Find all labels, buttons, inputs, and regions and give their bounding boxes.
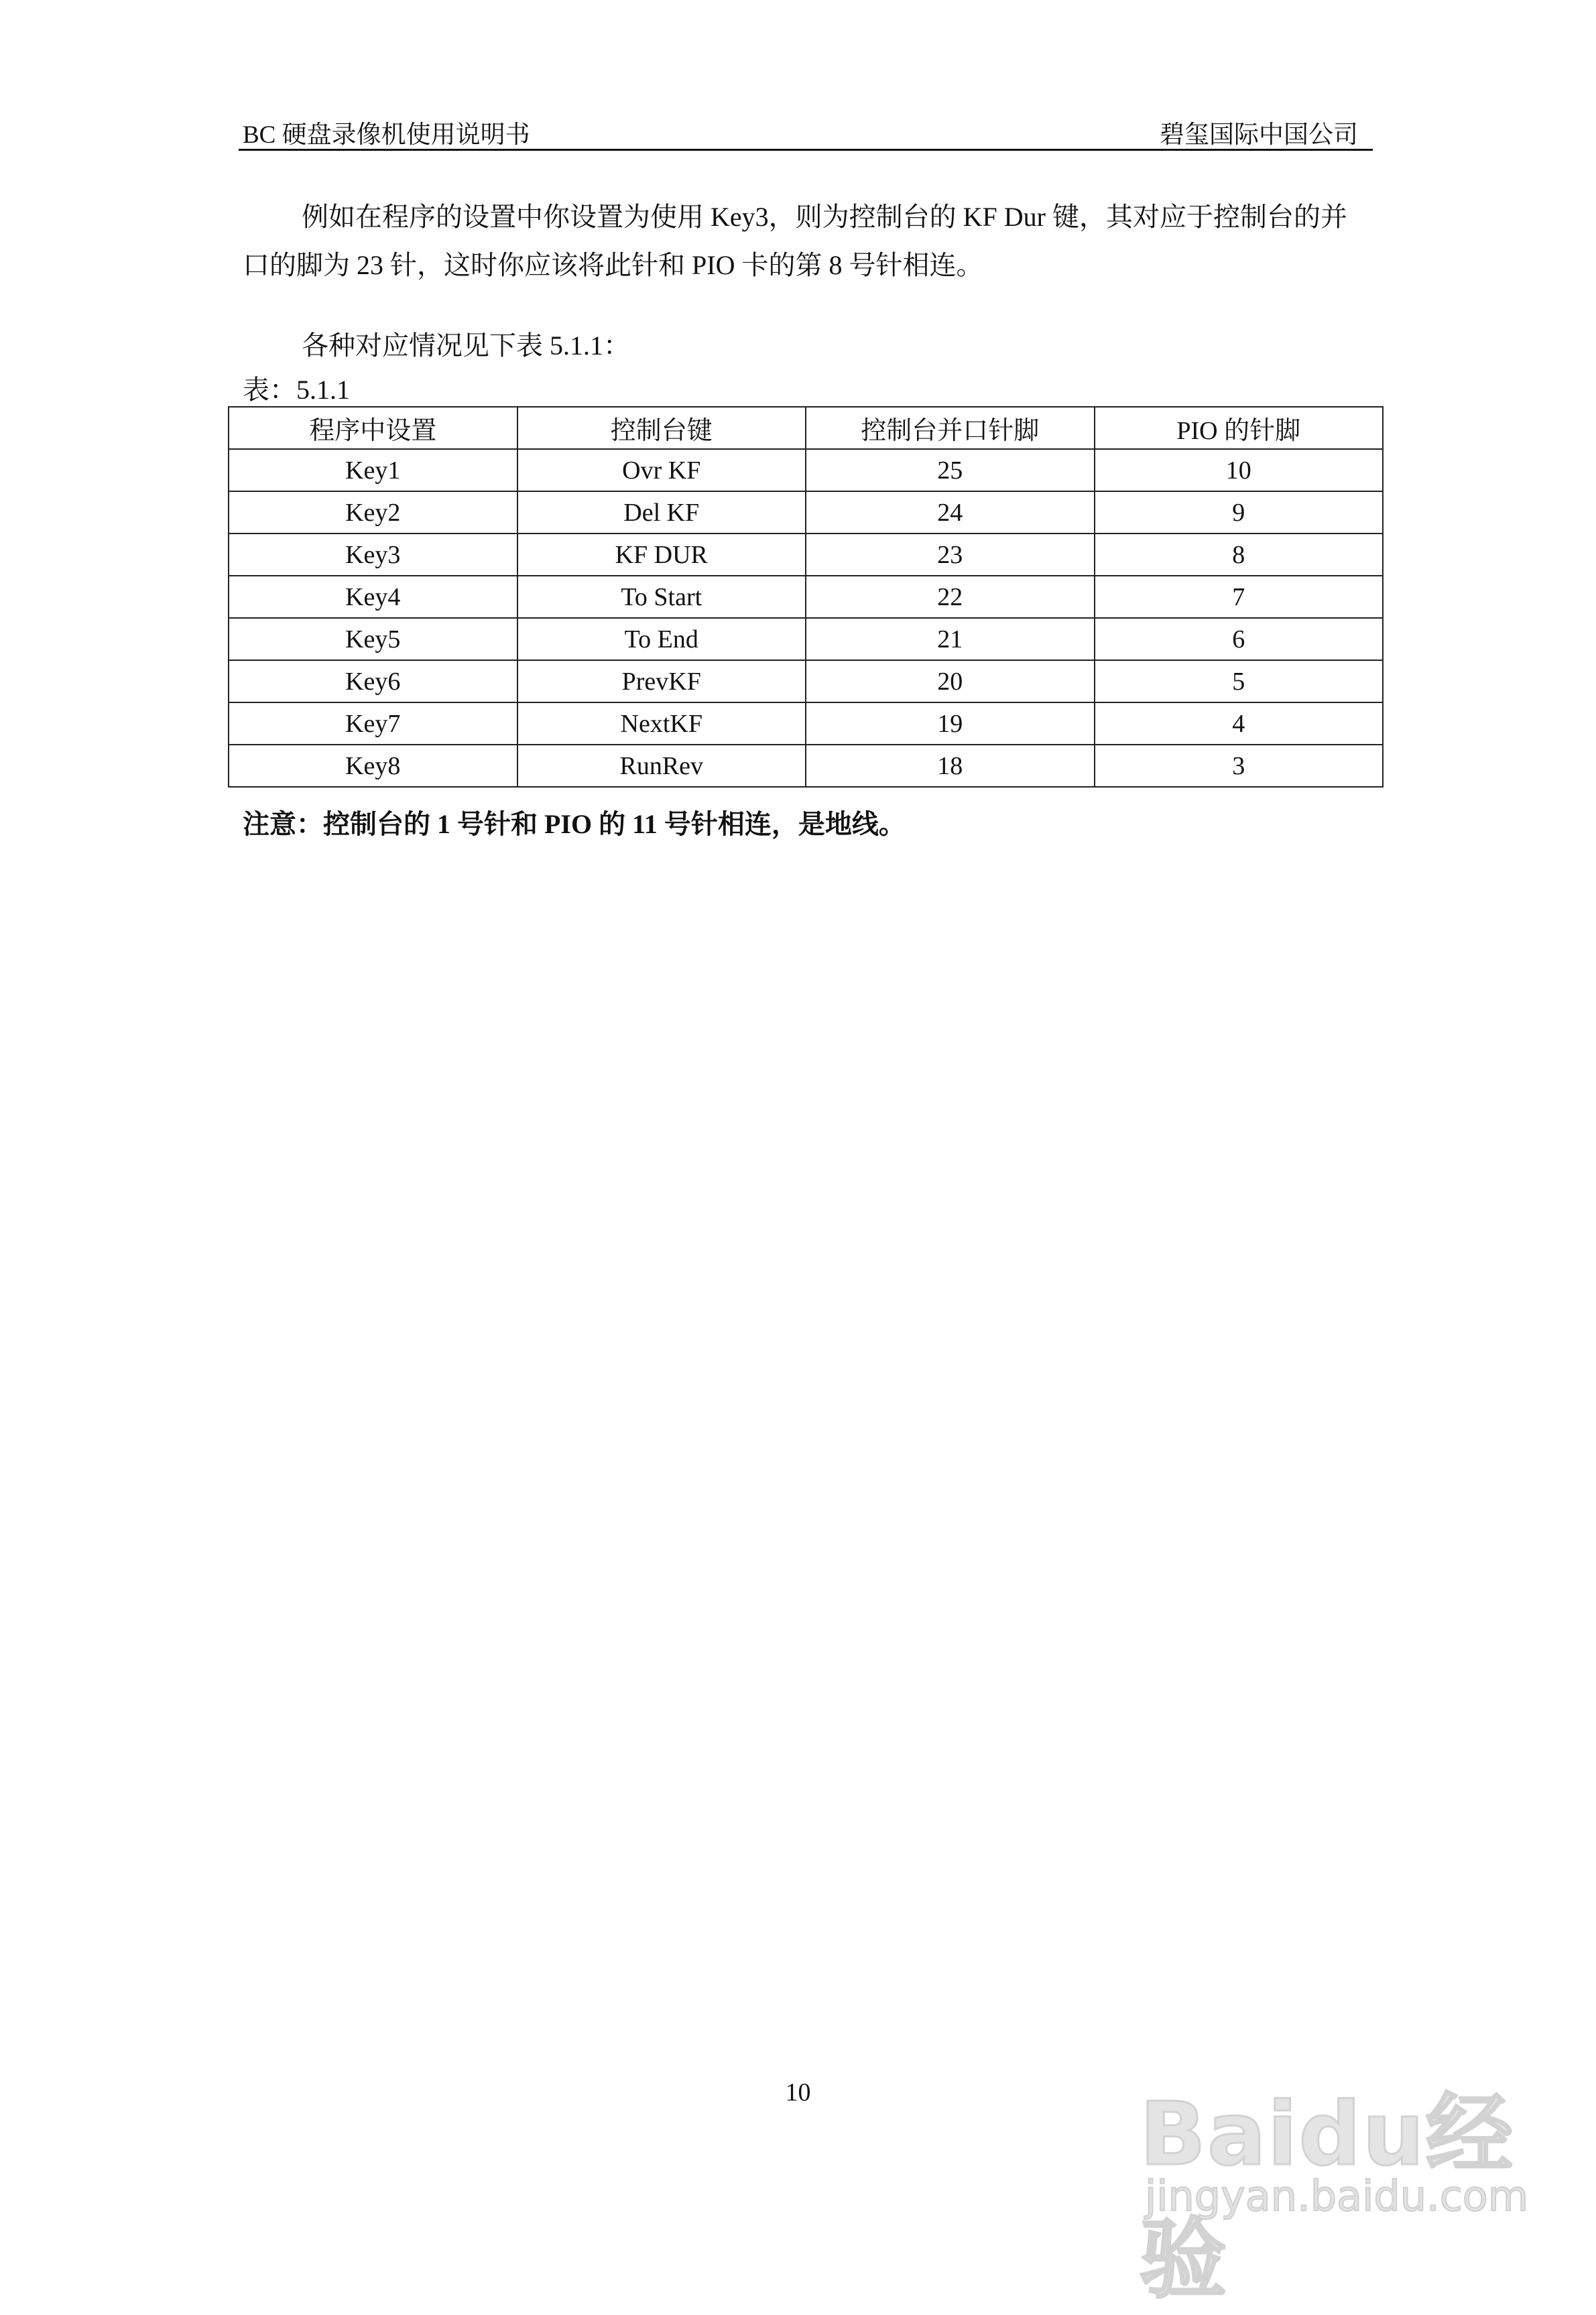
table-cell: To End (517, 618, 806, 660)
paragraph-table-intro: 各种对应情况见下表 5.1.1： (302, 330, 630, 361)
table-cell: Key1 (229, 449, 517, 491)
table-row (229, 660, 1383, 702)
table-cell: Ovr KF (517, 449, 806, 491)
table-cell: NextKF (517, 702, 806, 745)
column-header-console-pin: 控制台并口针脚 (806, 407, 1095, 449)
table-row (229, 576, 1383, 618)
page-number: 10 (785, 2078, 811, 2107)
table-cell: 10 (1095, 449, 1384, 491)
table-cell: 19 (806, 702, 1095, 745)
table-row (229, 745, 1383, 787)
table-cell: 18 (806, 745, 1095, 787)
table-cell: Key7 (229, 702, 517, 745)
table-cell: RunRev (517, 745, 806, 787)
header-divider (239, 149, 1373, 151)
table-cell: Key2 (229, 491, 517, 534)
table-cell: 3 (1095, 745, 1384, 787)
table-cell: 22 (806, 576, 1095, 618)
header-doc-title: BC 硬盘录像机使用说明书 (243, 121, 530, 149)
header-company-name: 碧玺国际中国公司 (1160, 121, 1358, 149)
paragraph-key3-example: 例如在程序的设置中你设置为使用 Key3，则为控制台的 KF Dur 键，其对应于控制台的并口的脚为 23 针，这时你应该将此针和 PIO 卡的第 8 号针相连。 (243, 202, 1347, 280)
column-header-pio-pin: PIO 的针脚 (1095, 407, 1384, 449)
table-cell: Del KF (517, 491, 806, 534)
table-cell: KF DUR (517, 534, 806, 576)
table-header-row (229, 407, 1383, 449)
table-row (229, 491, 1383, 534)
column-header-console-key: 控制台键 (517, 407, 806, 449)
table-cell: Key8 (229, 745, 517, 787)
table-cell: 7 (1095, 576, 1384, 618)
table-cell: 23 (806, 534, 1095, 576)
table-row (229, 618, 1383, 660)
ground-pin-note: 注意：控制台的 1 号针和 PIO 的 11 号针相连，是地线。 (243, 809, 906, 839)
table-row (229, 702, 1383, 745)
table-cell: Key4 (229, 576, 517, 618)
watermark-url-text: jingyan.baidu.com (1145, 2172, 1529, 2220)
table-cell: 21 (806, 618, 1095, 660)
watermark-logo-text: Baidu经验 (1140, 2083, 1514, 2310)
table-cell: Key5 (229, 618, 517, 660)
table-cell: Key3 (229, 534, 517, 576)
table-cell: Key6 (229, 660, 517, 702)
table-cell: 24 (806, 491, 1095, 534)
table-cell: 4 (1095, 702, 1384, 745)
table-cell: 20 (806, 660, 1095, 702)
table-cell: 9 (1095, 491, 1384, 534)
table-cell: 8 (1095, 534, 1384, 576)
table-cell: 5 (1095, 660, 1384, 702)
baidu-jingyan-watermark (1140, 2038, 1569, 2310)
column-header-program-setting: 程序中设置 (229, 407, 517, 449)
pin-mapping-table (228, 406, 1384, 788)
table-cell: 6 (1095, 618, 1384, 660)
table-caption: 表：5.1.1 (243, 375, 350, 405)
table-cell: PrevKF (517, 660, 806, 702)
table-row (229, 534, 1383, 576)
table-cell: 25 (806, 449, 1095, 491)
table-row (229, 449, 1383, 491)
table-cell: To Start (517, 576, 806, 618)
